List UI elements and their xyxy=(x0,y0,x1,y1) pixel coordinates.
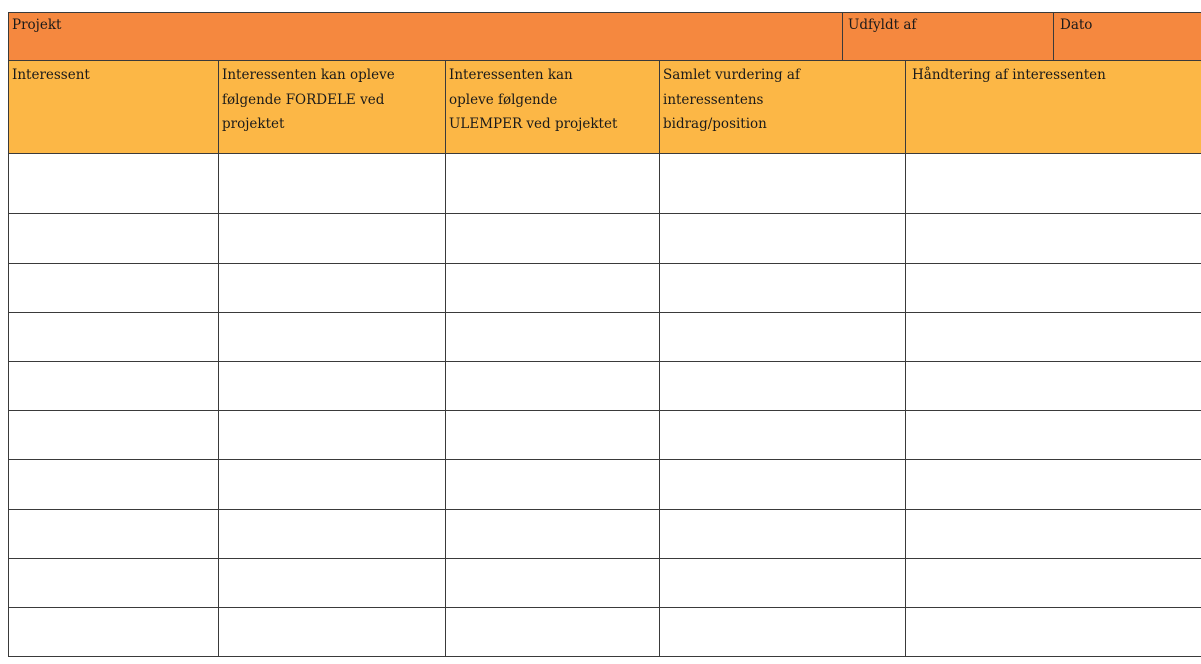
table-cell[interactable] xyxy=(9,510,219,558)
date-field[interactable] xyxy=(1054,13,1201,60)
table-cell[interactable] xyxy=(9,362,219,410)
table-cell[interactable] xyxy=(446,362,660,410)
table-row xyxy=(9,214,1201,264)
table-row xyxy=(9,154,1201,214)
table-cell[interactable] xyxy=(906,362,1201,410)
column-header-line: projektet xyxy=(222,116,285,132)
table-cell[interactable] xyxy=(446,313,660,361)
filled-by-field[interactable] xyxy=(843,13,1054,60)
table-row xyxy=(9,510,1201,559)
table-cell[interactable] xyxy=(446,264,660,312)
table-cell[interactable] xyxy=(219,214,446,263)
table-cell[interactable] xyxy=(660,362,906,410)
table-cell[interactable] xyxy=(906,460,1201,509)
table-cell[interactable] xyxy=(219,313,446,361)
filled-by-label: Udfyldt af xyxy=(848,17,917,33)
table-cell[interactable] xyxy=(660,559,906,607)
table-cell[interactable] xyxy=(219,154,446,213)
project-label: Projekt xyxy=(12,17,62,33)
table-cell[interactable] xyxy=(219,559,446,607)
column-header-line: Interessent xyxy=(12,67,90,83)
table-cell[interactable] xyxy=(9,313,219,361)
table-cell[interactable] xyxy=(446,154,660,213)
table-cell[interactable] xyxy=(219,460,446,509)
table-row xyxy=(9,313,1201,362)
table-cell[interactable] xyxy=(219,362,446,410)
column-header-line: Interessenten kan opleve xyxy=(222,67,395,83)
table-row xyxy=(9,608,1201,657)
table-cell[interactable] xyxy=(219,264,446,312)
table-cell[interactable] xyxy=(9,559,219,607)
table-cell[interactable] xyxy=(446,608,660,656)
table-cell[interactable] xyxy=(906,313,1201,361)
table-cell[interactable] xyxy=(219,411,446,459)
column-header-handling xyxy=(906,61,1201,153)
column-header-line: interessentens xyxy=(663,91,764,108)
project-field[interactable] xyxy=(9,13,843,60)
form-top-bar xyxy=(8,12,1201,60)
table-cell[interactable] xyxy=(9,214,219,263)
table-cell[interactable] xyxy=(906,608,1201,656)
table-cell[interactable] xyxy=(906,264,1201,312)
table-cell[interactable] xyxy=(446,460,660,509)
table-cell[interactable] xyxy=(9,154,219,213)
table-cell[interactable] xyxy=(660,608,906,656)
table-row xyxy=(9,362,1201,411)
table-cell[interactable] xyxy=(660,264,906,312)
table-cell[interactable] xyxy=(9,264,219,312)
table-cell[interactable] xyxy=(446,559,660,607)
table-body xyxy=(8,153,1201,657)
table-header-row xyxy=(8,60,1201,153)
table-row xyxy=(9,559,1201,608)
table-cell[interactable] xyxy=(9,460,219,509)
table-cell[interactable] xyxy=(219,510,446,558)
table-cell[interactable] xyxy=(446,411,660,459)
table-cell[interactable] xyxy=(9,608,219,656)
table-row xyxy=(9,411,1201,460)
column-header-line: opleve følgende xyxy=(449,91,558,108)
table-cell[interactable] xyxy=(906,510,1201,558)
column-header-line: Interessenten kan xyxy=(449,67,573,83)
table-cell[interactable] xyxy=(660,460,906,509)
table-cell[interactable] xyxy=(660,154,906,213)
column-header-line: Håndtering af interessenten xyxy=(912,67,1106,83)
date-label: Dato xyxy=(1060,17,1093,33)
table-cell[interactable] xyxy=(660,411,906,459)
column-header-line: bidrag/position xyxy=(663,116,767,132)
table-cell[interactable] xyxy=(906,154,1201,213)
column-header-line: Samlet vurdering af xyxy=(663,67,800,83)
column-header-disadvantages xyxy=(446,61,660,153)
column-header-advantages xyxy=(219,61,446,153)
table-cell[interactable] xyxy=(660,510,906,558)
table-cell[interactable] xyxy=(660,214,906,263)
column-header-line: følgende FORDELE ved xyxy=(222,91,385,108)
table-cell[interactable] xyxy=(660,313,906,361)
table-row xyxy=(9,460,1201,510)
table-cell[interactable] xyxy=(906,214,1201,263)
column-header-line: ULEMPER ved projektet xyxy=(449,116,618,132)
column-header-stakeholder xyxy=(9,61,219,153)
table-cell[interactable] xyxy=(219,608,446,656)
table-cell[interactable] xyxy=(446,510,660,558)
table-cell[interactable] xyxy=(446,214,660,263)
table-cell[interactable] xyxy=(906,559,1201,607)
stakeholder-analysis-form xyxy=(8,12,1201,657)
column-header-overall-assessment xyxy=(660,61,906,153)
table-row xyxy=(9,264,1201,313)
table-cell[interactable] xyxy=(906,411,1201,459)
table-cell[interactable] xyxy=(9,411,219,459)
